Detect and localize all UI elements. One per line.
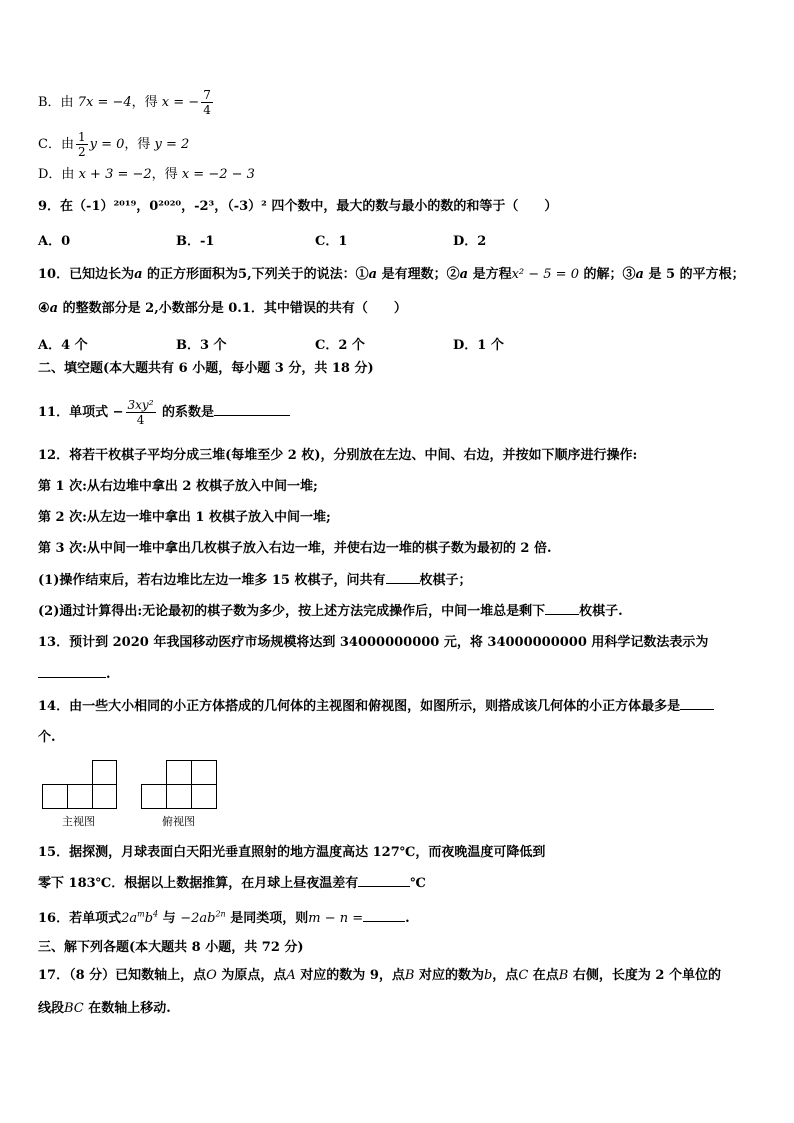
fraction	[126, 398, 156, 427]
q9-stem: 9．在（-1）²⁰¹⁹，0²⁰²⁰，-2³，（-3）² 四个数中，最大的数与最小的数的和等于（ ）	[38, 199, 558, 214]
q10-text: 是方程	[468, 267, 512, 282]
denominator: 4	[203, 103, 211, 117]
answer-blank[interactable]	[38, 665, 106, 678]
q17-text: 在数轴上移动.	[83, 1001, 171, 1016]
q13-stem: 13．预计到 2020 年我国移动医疗市场规模将达到 34000000000 元，将 34000000000 用科学记数法表示为	[38, 635, 709, 650]
segment-label: BC	[64, 1001, 84, 1016]
front-view-cell	[92, 784, 117, 809]
front-view-cell	[67, 784, 93, 809]
variable-a: a	[368, 267, 378, 282]
equation: 7x = −4	[77, 95, 132, 110]
fraction	[201, 88, 213, 117]
q17-text: 为原点，点	[216, 968, 287, 983]
option-label: C．由	[38, 137, 74, 152]
top-view-cell	[191, 784, 217, 809]
exponent: 2n	[215, 909, 226, 919]
front-view-cell	[42, 784, 68, 809]
answer-blank[interactable]	[545, 602, 579, 615]
q16-text: 与	[158, 911, 181, 926]
equation: x² − 5 = 0	[511, 267, 579, 282]
q12-sub2	[38, 602, 623, 621]
point-label: A	[286, 968, 296, 983]
q10-text: 是 5 的平方根；	[643, 267, 745, 282]
q12-text: (1)操作结束后，若右边堆比左边一堆多 15 枚棋子，问共有	[38, 573, 386, 588]
result: y = 2	[154, 137, 190, 152]
q17-text: 对应的数为	[414, 968, 484, 983]
q10-text: 是有理数；②	[377, 267, 460, 282]
q16-text: 是同类项，则	[225, 911, 309, 926]
q14-text: 14．由一些大小相同的小正方体搭成的几何体的主视图和俯视图，如图所示，则搭成该几何体的小正方体最多是	[38, 699, 681, 714]
denominator: 4	[136, 413, 145, 427]
top-view-cell	[166, 784, 192, 809]
q8-option-d	[38, 166, 255, 184]
connector-text: ，得	[124, 137, 151, 152]
q10-text: 10．已知边长为	[38, 267, 135, 282]
q17-text: 线段	[38, 1001, 65, 1016]
q10-text: ④	[38, 301, 50, 316]
q12-text: 枚棋子.	[579, 604, 623, 619]
q17-text: 右侧，长度为 2 个单位的	[568, 968, 721, 983]
q8-option-b	[38, 88, 215, 117]
q15-text: ℃	[410, 876, 426, 891]
variable-a: a	[635, 267, 644, 282]
q12-text: (2)通过计算得出:无论最初的棋子数为多少，按上述方法完成操作后，中间一堆总是剩下	[38, 604, 546, 619]
q17-text: ，点	[492, 968, 519, 983]
fraction	[76, 130, 88, 159]
answer-blank[interactable]	[386, 571, 420, 584]
q15-text: 零下 183℃．根据以上数据推算，在月球上昼夜温差有	[38, 876, 359, 891]
q12-step1: 第 1 次:从右边堆中拿出 2 枚棋子放入中间一堆;	[38, 479, 318, 494]
q12-step2: 第 2 次:从左边一堆中拿出 1 枚棋子放入中间一堆;	[38, 510, 331, 525]
option-label: D．由	[38, 167, 75, 182]
q11-text: 11．单项式 −	[38, 405, 124, 420]
answer-blank[interactable]	[363, 909, 405, 922]
q15-line2	[38, 874, 426, 893]
monomial-1	[121, 911, 158, 926]
q13-answer	[38, 665, 111, 684]
connector-text: ，得	[131, 95, 158, 110]
front-view-cell	[92, 760, 117, 785]
monomial-2	[180, 911, 226, 926]
q12-text: 枚棋子；	[419, 573, 472, 588]
q16-text: .	[405, 911, 410, 926]
top-view-cell	[166, 760, 192, 785]
q17-text: 17．（8 分）已知数轴上，点	[38, 968, 207, 983]
q17-line1	[38, 967, 721, 985]
front-view-caption: 主视图	[62, 815, 95, 828]
q9-option-a: A．0	[38, 234, 71, 249]
variable-a: a	[49, 301, 59, 316]
numerator: 7	[203, 88, 211, 102]
q15-line1: 15．据探测，月球表面白天阳光垂直照射的地方温度高达 127℃，而夜晚温度可降低到	[38, 845, 546, 860]
numerator: 1	[77, 130, 86, 144]
q12-stem: 12．将若干枚棋子平均分成三堆(每堆至少 2 枚)，分别放在左边、中间、右边，并按如下顺序进行操作:	[38, 448, 638, 463]
expression: m − n =	[308, 911, 364, 926]
q9-option-d: D．2	[453, 234, 487, 249]
answer-blank[interactable]	[680, 697, 714, 710]
q10-stem-line1	[38, 266, 745, 284]
q10-stem-line2	[38, 300, 407, 318]
point-label: C	[518, 968, 529, 983]
equation: x + 3 = −2	[78, 167, 152, 182]
section-3-heading: 三、解下列各题(本大题共 8 小题，共 72 分)	[38, 940, 304, 955]
q12-sub1	[38, 571, 472, 590]
result-lhs: x = −	[161, 95, 200, 110]
q17-text: 对应的数为 9，点	[295, 968, 405, 983]
q12-step3: 第 3 次:从中间一堆中拿出几枚棋子放入右边一堆，并使右边一堆的棋子数为最初的 2 倍.	[38, 541, 552, 556]
q13-end: .	[106, 667, 111, 682]
q11-text: 的系数是	[157, 405, 215, 420]
variable-b: b	[483, 968, 493, 983]
exponent: m	[137, 909, 145, 919]
monomial-part: 2a	[121, 911, 138, 926]
top-view-cell	[191, 760, 217, 785]
q10-option-d: D．1 个	[453, 338, 504, 353]
connector-text: ，得	[151, 167, 178, 182]
point-label: B	[404, 968, 415, 983]
q17-line2	[38, 1000, 171, 1018]
option-label: B．由	[38, 95, 74, 110]
q9-option-c: C．1	[315, 234, 348, 249]
answer-blank[interactable]	[358, 874, 410, 887]
q16-text: 16．若单项式	[38, 911, 122, 926]
q17-text: 在点	[528, 968, 559, 983]
variable-a: a	[459, 267, 469, 282]
top-view-cell	[141, 784, 167, 809]
monomial-part: −2ab	[180, 911, 216, 926]
result: x = −2 − 3	[181, 167, 255, 182]
variable-a: a	[134, 267, 143, 282]
q10-option-b: B．3 个	[176, 338, 227, 353]
q14-stem	[38, 697, 714, 716]
q8-option-c	[38, 130, 189, 159]
q10-option-a: A．4 个	[38, 338, 88, 353]
q10-text: 的解；③	[578, 267, 636, 282]
section-2-heading: 二、填空题(本大题共有 6 小题，每小题 3 分，共 18 分)	[38, 361, 374, 376]
point-label: B	[558, 968, 569, 983]
q10-text: 的整数部分是 2,小数部分是 0.1．其中错误的共有（ ）	[58, 301, 407, 316]
numerator: 3xy²	[127, 398, 154, 412]
exponent: 4	[153, 909, 159, 919]
q10-text: 的正方形面积为5,下列关于的说法：①	[142, 267, 369, 282]
q9-option-b: B．-1	[176, 234, 215, 249]
q14-end: 个.	[38, 730, 56, 745]
q11	[38, 398, 290, 427]
answer-blank[interactable]	[214, 403, 290, 416]
q10-option-c: C．2 个	[315, 338, 365, 353]
monomial-part: b	[144, 911, 154, 926]
point-label: O	[206, 968, 217, 983]
q16	[38, 909, 410, 928]
denominator: 2	[77, 145, 86, 159]
top-view-caption: 俯视图	[162, 815, 195, 828]
equation: y = 0	[89, 137, 125, 152]
